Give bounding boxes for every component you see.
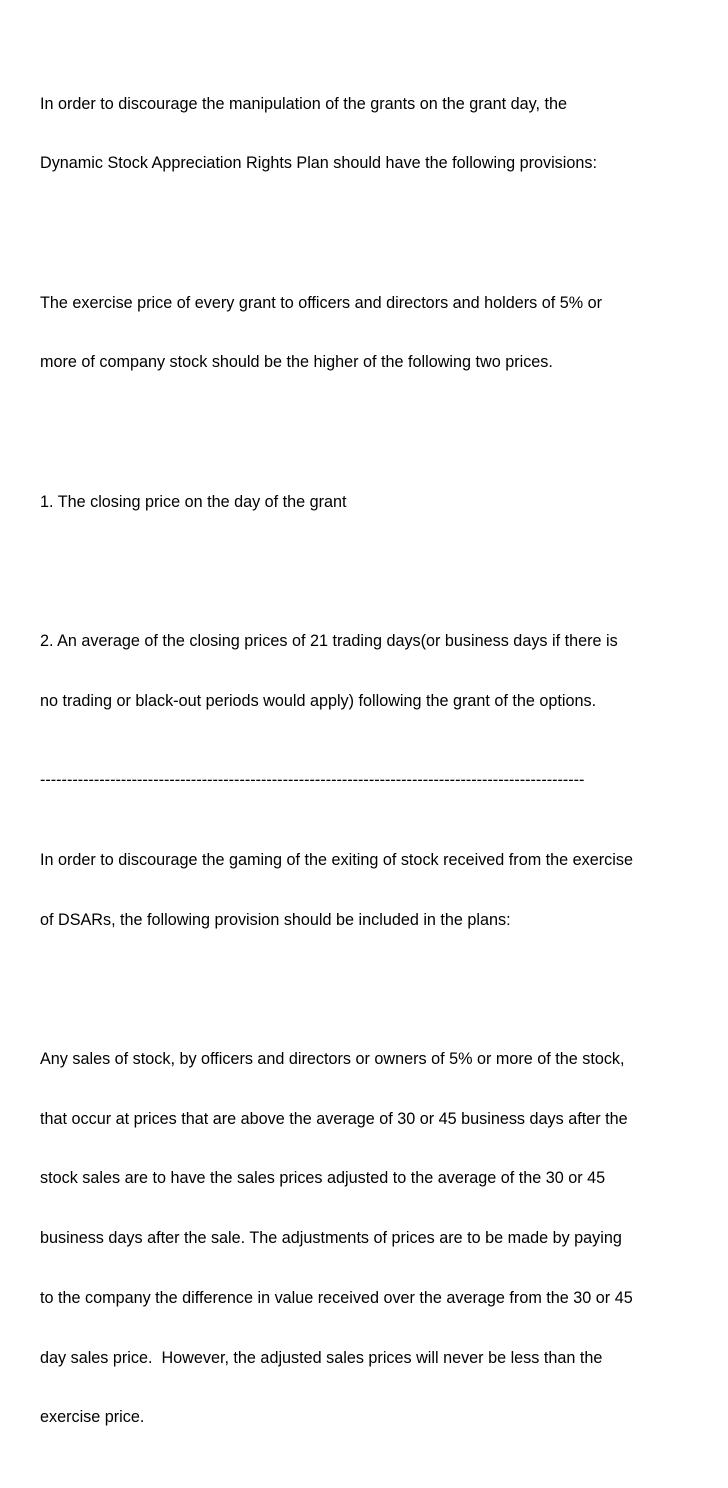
blank-line <box>40 214 728 234</box>
body-text <box>40 35 728 1488</box>
paragraph-3-line-2: of DSARs, the following provision should be included in the plans: <box>40 910 511 929</box>
divider-line: ----------------------------------------------------------------------------------------------------- <box>40 771 585 790</box>
item-2-line-2: no trading or black-out periods would apply) following the grant of the options. <box>40 691 597 710</box>
paragraph-4-line-1: Any sales of stock, by officers and directors or owners of 5% or more of the stock, <box>40 1050 625 1068</box>
paragraph-1-line-2: Dynamic Stock Appreciation Rights Plan should have the following provisions: <box>40 154 597 173</box>
paragraph-4-line-5: to the company the difference in value received over the average from the 30 or 45 <box>40 1288 633 1307</box>
paragraph-4-line-6: day sales price. However, the adjusted sales prices will never be less than the <box>40 1348 603 1367</box>
blank-line <box>40 413 728 433</box>
paragraph-4-line-3: stock sales are to have the sales prices adjusted to the average of the 30 or 45 <box>40 1169 606 1188</box>
blank-line <box>40 970 728 990</box>
paragraph-2-line-1: The exercise price of every grant to officers and directors and holders of 5% or <box>40 293 603 312</box>
paragraph-4-line-4: business days after the sale. The adjustments of prices are to be made by paying <box>40 1229 622 1248</box>
paragraph-4-line-2: that occur at prices that are above the average of 30 or 45 business days after the <box>40 1109 628 1128</box>
blank-line <box>40 552 728 572</box>
paragraph-3-line-1: In order to discourage the gaming of the exiting of stock received from the exercise <box>40 850 633 869</box>
item-1-line-1: 1. The closing price on the day of the grant <box>40 492 347 511</box>
paragraph-4-line-7: exercise price. <box>40 1408 145 1427</box>
item-2-line-1: 2. An average of the closing prices of 21 trading days(or business days if there is <box>40 632 618 651</box>
paragraph-2-line-2: more of company stock should be the higher of the following two prices. <box>40 353 553 372</box>
paragraph-1-line-1: In order to discourage the manipulation of the grants on the grant day, the <box>40 94 568 113</box>
